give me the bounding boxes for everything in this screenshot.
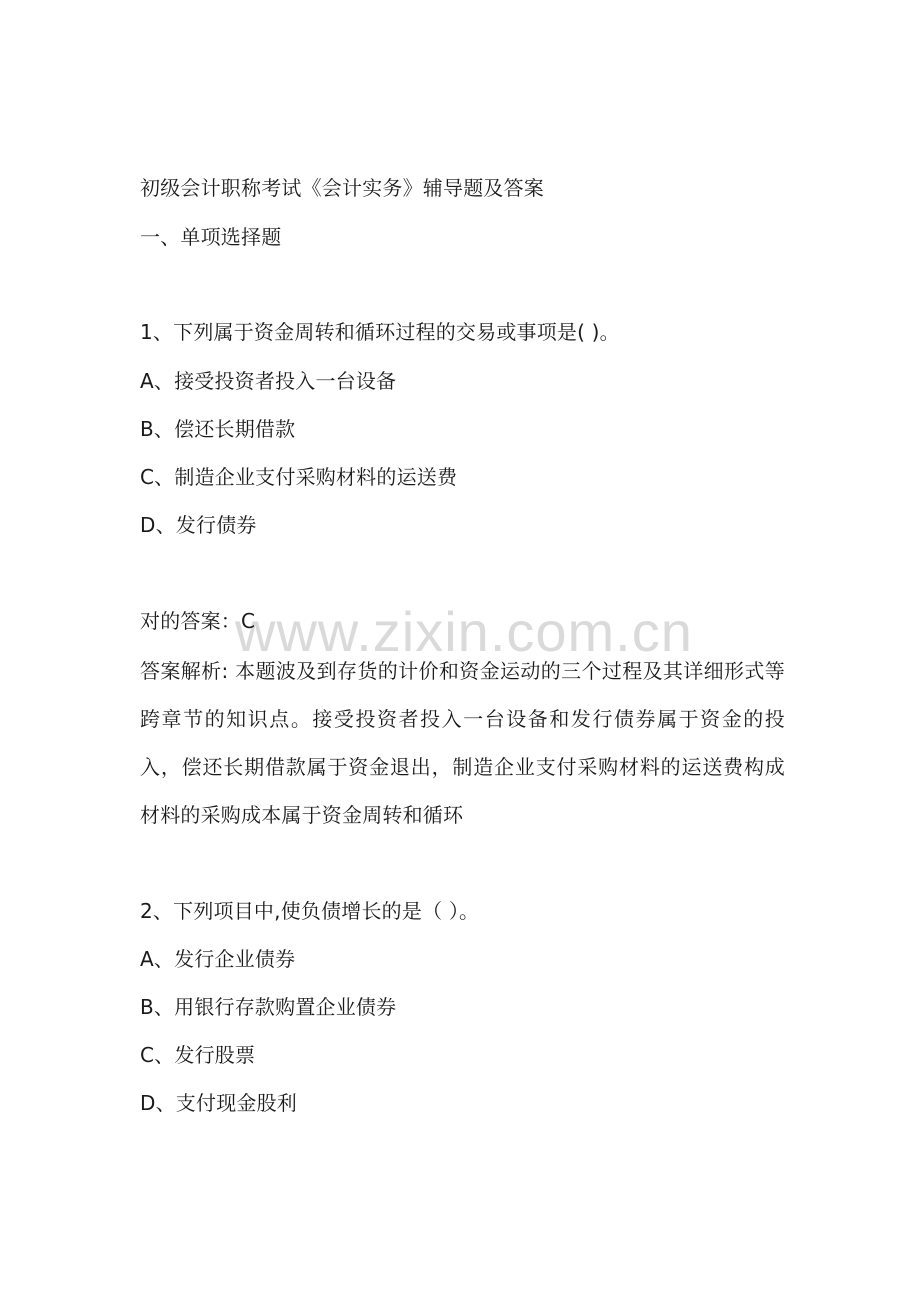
question-1-option-c: C、制造企业支付采购材料的运送费 bbox=[140, 465, 458, 489]
question-1-analysis: 答案解析: 本题波及到存货的计价和资金运动的三个过程及其详细形式等跨章节的知识点。接受投资者投入一台设备和发行债券属于资金的投入，偿还长期借款属于资金退出，制造企业支付采购材料的运送费构成材料的采购成本属于资金周转和循环 bbox=[140, 659, 785, 827]
question-2-option-d: D、支付现金股利 bbox=[140, 1091, 298, 1115]
question-2-option-a: A、发行企业债券 bbox=[140, 947, 296, 971]
question-1-option-a: A、接受投资者投入一台设备 bbox=[140, 369, 397, 393]
question-2-stem: 2、下列项目中,使负债增长的是（ ）。 bbox=[140, 899, 480, 923]
question-1-stem: 1、下列属于资金周转和循环过程的交易或事项是( )。 bbox=[140, 320, 620, 344]
document-title: 初级会计职称考试《会计实务》辅导题及答案 bbox=[140, 176, 544, 200]
question-2-option-c: C、发行股票 bbox=[140, 1043, 256, 1067]
question-1-answer: 对的答案：C bbox=[140, 609, 256, 633]
section-heading: 一、单项选择题 bbox=[140, 225, 282, 249]
watermark: www.zixin.com.cn bbox=[235, 600, 693, 663]
question-1-option-d: D、发行债券 bbox=[140, 513, 257, 537]
question-1-option-b: B、偿还长期借款 bbox=[140, 417, 296, 441]
question-2-option-b: B、用银行存款购置企业债券 bbox=[140, 995, 397, 1019]
